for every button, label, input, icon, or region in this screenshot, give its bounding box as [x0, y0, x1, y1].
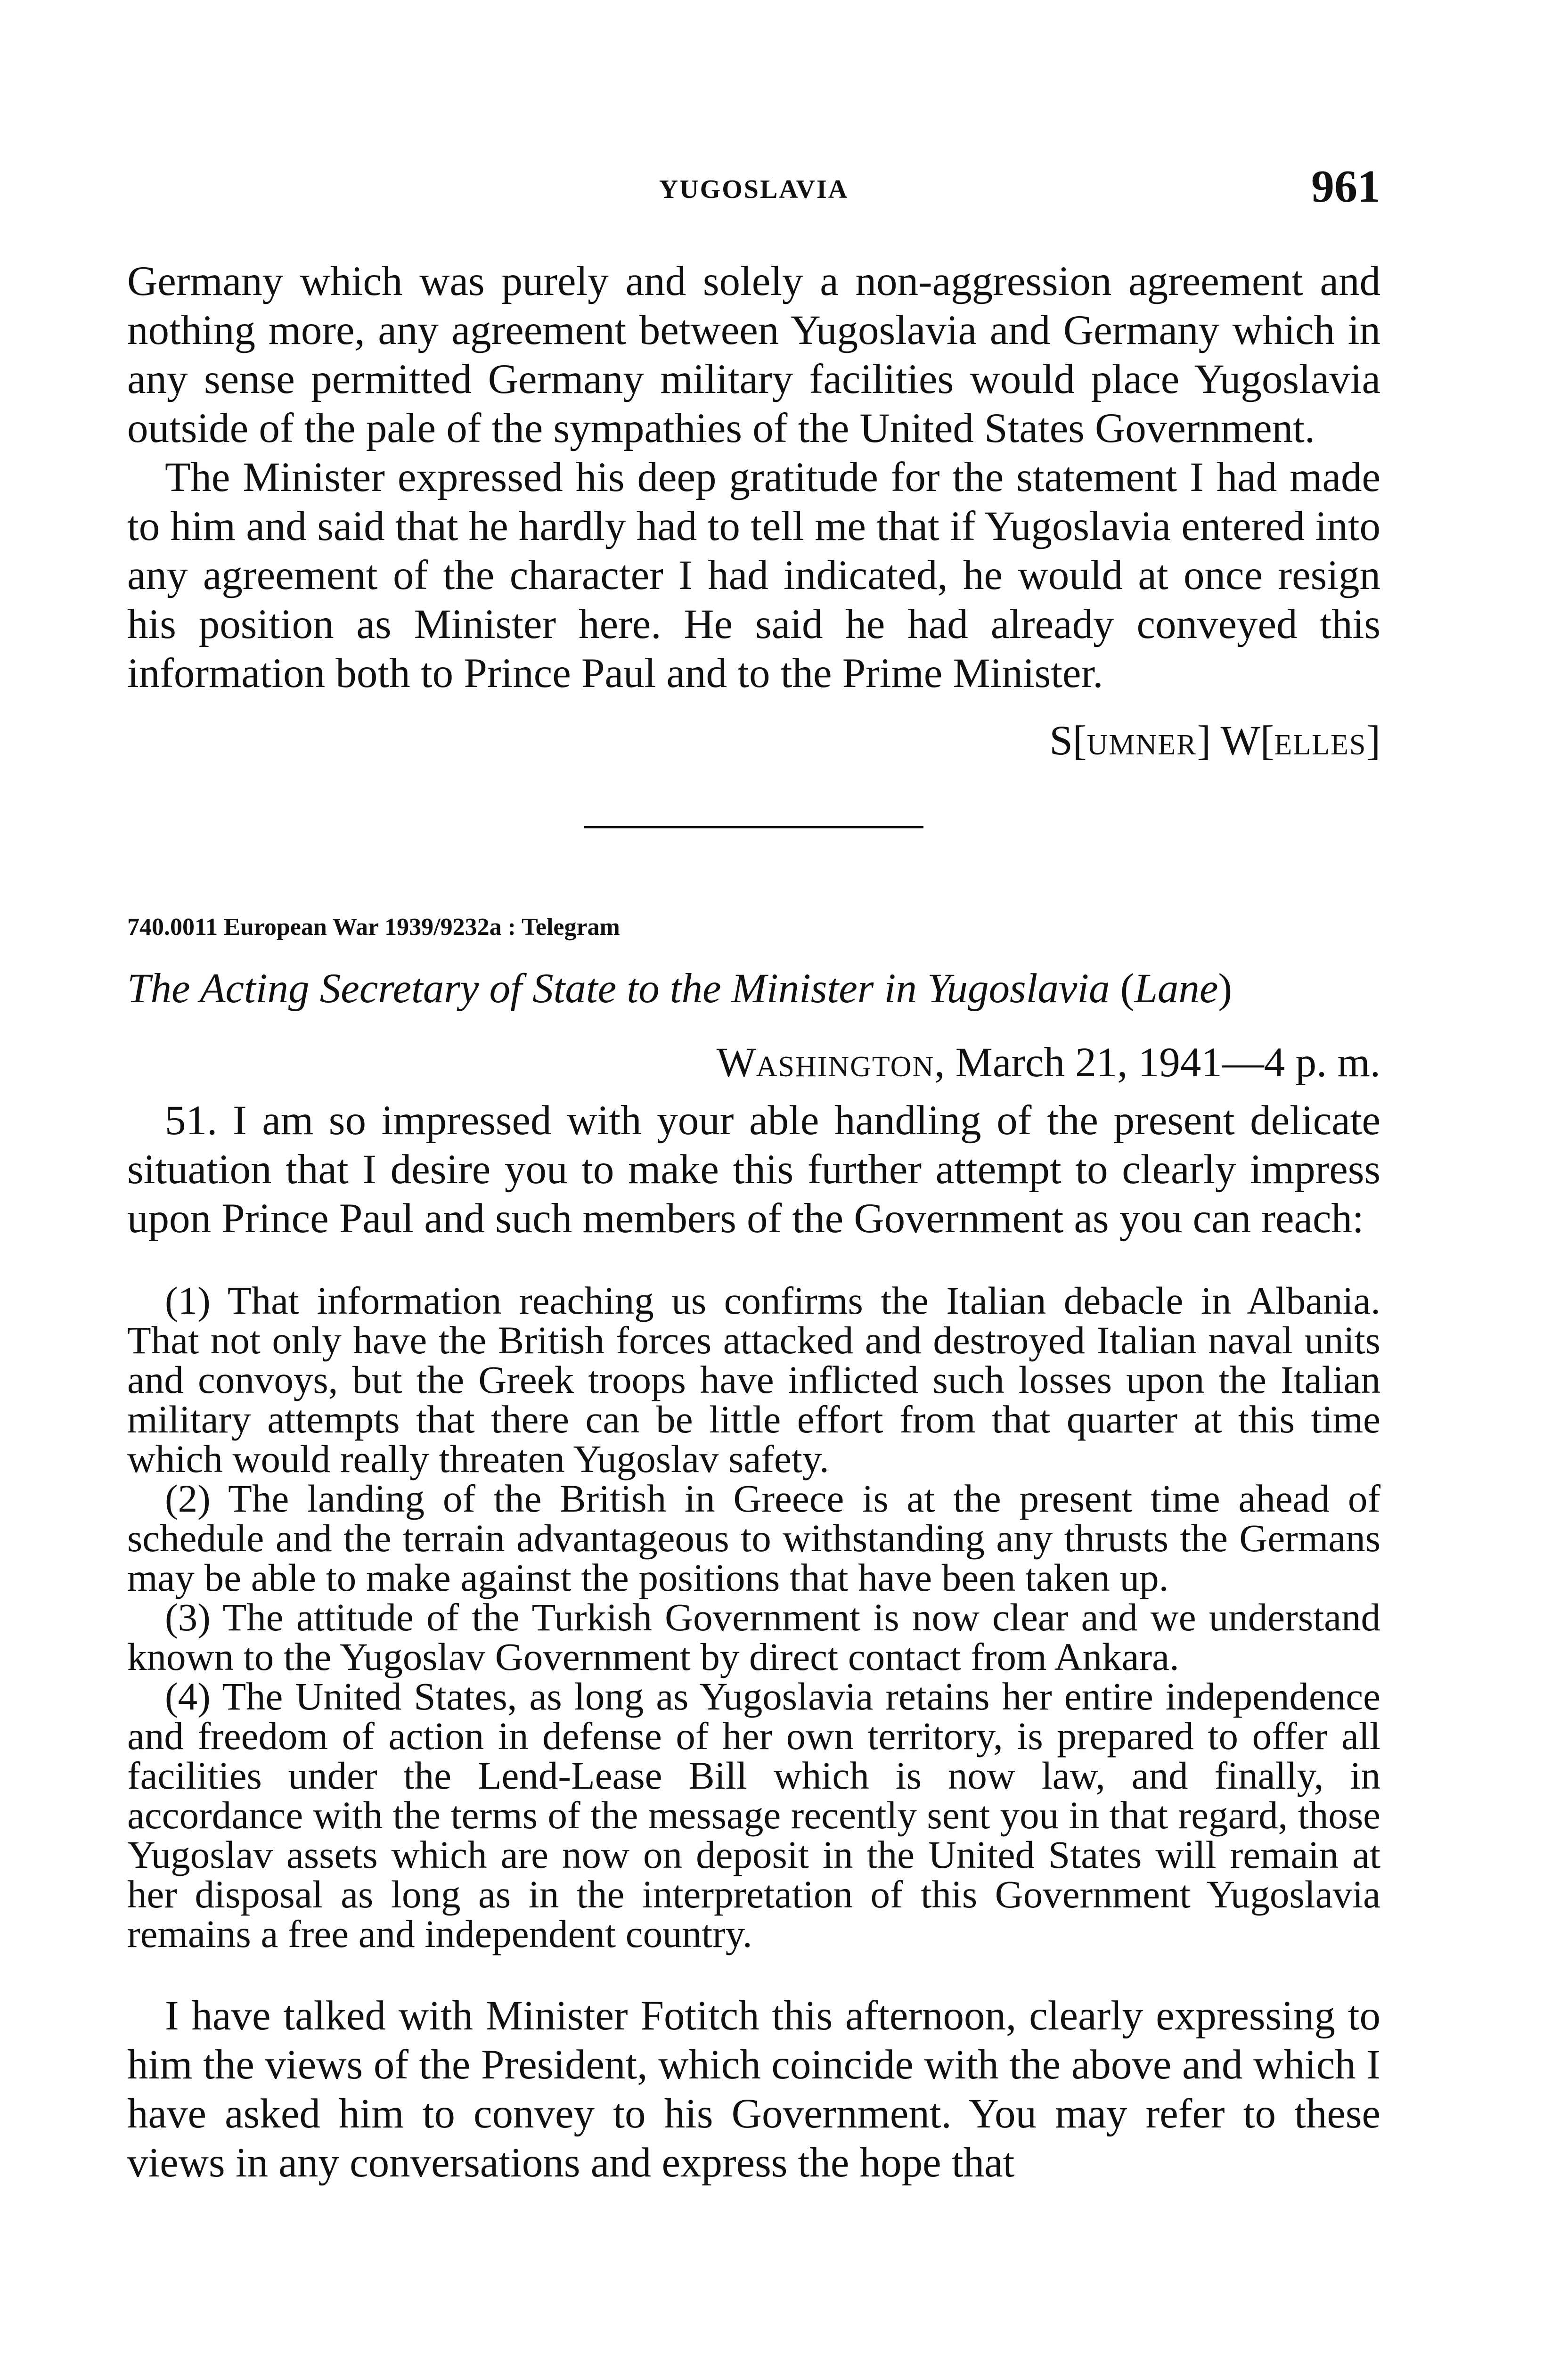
section-divider [584, 826, 923, 828]
point-2: (2) The landing of the British in Greece is at the present time ahead of schedule and the terrain advantageous to withstanding any thrusts the Germans may be able to make against the positions that have been taken up. [127, 1477, 1380, 1599]
file-reference: 740.0011 European War 1939/9232a : Telegram [127, 914, 620, 941]
signature-s-rest: UMNER [1086, 729, 1197, 761]
signature-s: S[ [1049, 718, 1087, 764]
continuation-paragraph: Germany which was purely and solely a non-aggression agreement and nothing more, any agreement between Yugoslavia and Germany which in any sense permitted Germany military facilities would place Yugoslavia outside of the pale of the sympathies of the United States Government. [127, 258, 1380, 451]
signature-w-rest: ELLES [1274, 729, 1367, 761]
signature-end: ] [1366, 718, 1380, 764]
document-title [127, 965, 1380, 1013]
closing-paragraph: I have talked with Minister Fotitch this afternoon, clearly expressing to him the views of the President, which coincide with the above and which I have asked him to convey to his Government. You may refer to these views in any conversations and express the hope that [127, 1993, 1380, 2186]
dateline-city-initial: W [716, 1039, 756, 1086]
signature-mid: ] W[ [1197, 718, 1274, 764]
page-number: 961 [1311, 161, 1380, 212]
numbered-points [127, 1281, 1380, 1954]
signature [127, 717, 1380, 765]
point-4: (4) The United States, as long as Yugoslavia retains her entire independence and freedom of action in defense of her own territory, is prepared to offer all facilities under the Lend-Lease Bill which is now law, and finally, in accordance with the terms of the message recently sent you in that regard, those Yugoslav assets which are now on deposit in the United States will remain at her disposal as long as in the interpretation of this Government Yugoslavia remains a free and independent country. [127, 1675, 1380, 1955]
page-header [127, 160, 1380, 217]
running-head: YUGOSLAVIA [659, 175, 849, 204]
point-3: (3) The attitude of the Turkish Government is now clear and we understand known to the Yugoslav Government by direct contact from Ankara. [127, 1595, 1380, 1678]
title-paren-open: ( [1110, 965, 1135, 1012]
title-name: Lane [1134, 965, 1218, 1012]
minister-response-paragraph: The Minister expressed his deep gratitude for the statement I had made to him and said that he hardly had to tell me that if Yugoslavia entered into any agreement of the character I had indicated, he would at once resign his position as Minister here. He said he had already conveyed this information both to Prince Paul and to the Prime Minister. [127, 454, 1380, 696]
title-text: The Acting Secretary of State to the Minister in Yugoslavia [127, 965, 1110, 1012]
dateline-date: , March 21, 1941—4 p. m. [934, 1039, 1380, 1086]
dateline [127, 1039, 1380, 1087]
dateline-city-rest: ASHINGTON [756, 1051, 935, 1083]
title-paren-close: ) [1218, 965, 1233, 1012]
page-body [127, 257, 1380, 2187]
point-1: (1) That information reaching us confirms the Italian debacle in Albania. That not only have the British forces attacked and destroyed Italian naval units and convoys, but the Greek troops have inflicted such losses upon the Italian military attempts that there can be little effort from that quarter at this time which would really threaten Yugoslav safety. [127, 1279, 1380, 1481]
telegram-opening-paragraph: 51. I am so impressed with your able handling of the present delicate situation that I desire you to make this further attempt to clearly impress upon Prince Paul and such members of the Government as you can reach: [127, 1097, 1380, 1242]
